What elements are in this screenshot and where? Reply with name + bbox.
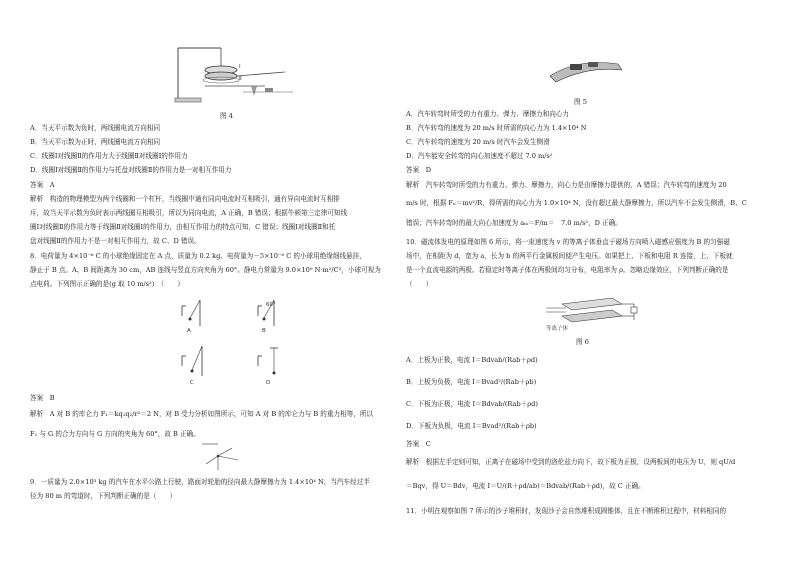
- q7-analysis-4: 盘对线圈Ⅱ的作用力不是一对相互作用力，故 C、D 错误。: [30, 237, 201, 245]
- q9-text-2: 径为 80 m 的弯道时，下列判断正确的是（ ）: [30, 492, 177, 500]
- q10-option-b: B．上板为负极，电流 I＝Bvad²/(Rab＋ρb): [406, 378, 537, 386]
- q9-analysis-3: 错误；汽车转弯时的最大向心加速度为 aₘ＝F/m＝ 7.0 m/s²，D 正确。: [406, 219, 622, 227]
- fig-label-a: A: [187, 328, 191, 334]
- fig-label-d: D: [266, 380, 271, 386]
- q9-text-1: 9．一质量为 2.0×10³ kg 的汽车在水平公路上行驶，路面对轮胎的径向最大静摩擦力为 1.4×10⁴ N，当汽车经过半: [30, 478, 370, 486]
- fig6-caption: 图 6: [576, 338, 589, 346]
- q8-text-1: 8．电荷量为 4×10⁻⁶ C 的小球绝缘固定在 A 点，质量为 0.2 kg、电荷量为－5×10⁻⁶ C 的小球用绝缘细线悬挂，: [30, 252, 366, 260]
- q9-answer: 答案 D: [406, 166, 432, 174]
- q8-figures: [170, 296, 300, 388]
- plasma-label: 等离子体: [546, 326, 569, 332]
- q8-answer: 答案 B: [30, 394, 55, 402]
- q10-option-c: C．下板为正极，电流 I＝Bdvab/(Rab＋ρd): [406, 400, 538, 408]
- force-diagram: [198, 440, 258, 474]
- figure-5: [548, 56, 628, 86]
- q8-analysis-2: F₁ 与 G 的合力方向与 G 方向的夹角为 60°，故 B 正确。: [30, 430, 200, 438]
- q7-option-b: B．当天平示数为正时，两线圈电流方向相同: [30, 138, 161, 146]
- q10-option-d: D．下板为负极，电流 I＝Bvad²/(Rab＋ρb): [406, 422, 537, 430]
- svg-text:Ⅰ: Ⅰ: [239, 64, 241, 70]
- q8-analysis-1: 解析 A 对 B 的库仑力 F₁＝kq₁q₂/r²＝2 N，对 B 受力分析如图所示，可知 A 对 B 的库仑力与 B 的重力相等，所以: [30, 410, 374, 418]
- q7-analysis-1: 解析 构造的物理模型为两个线圈和一个杠杆，当线圈中通有同向电流时互相吸引，通有异向电流时互相排: [30, 195, 340, 203]
- q9-analysis-2: m/s 时，根据 Fₙ＝mv²/R，得所需的向心力为 1.0×10⁴ N，没有超过最大静摩擦力，所以汽车不会发生侧滑，B、C: [406, 199, 747, 207]
- q7-option-d: D．线圈Ⅰ对线圈Ⅱ的作用力与托盘对线圈Ⅱ的作用力是一对相互作用力: [30, 166, 232, 174]
- fig-label-b: B: [262, 328, 266, 334]
- figure-6: [542, 294, 642, 334]
- q8-text-3: 点电荷。下列图示正确的是(g 取 10 m/s²) （ ）: [30, 280, 184, 288]
- q10-text-2: 场中，在相距为 d，宽为 a，长为 b 的两平行金属板间便产生电压。如果把上、下板和电阻 R 连接，上、下板就: [406, 252, 733, 260]
- q11-text: 11．小明在观察如图 7 所示的沙子堆积时，发现沙子会自然堆积成圆锥体，且在不断堆积过程中，材料相同的: [406, 507, 727, 515]
- angle-label: 60°: [266, 302, 276, 308]
- q10-text-4: （ ）: [406, 280, 433, 288]
- fig4-caption: 图 4: [220, 112, 233, 120]
- svg-text:Ⅱ: Ⅱ: [239, 76, 242, 82]
- q9-analysis-1: 解析 汽车转弯时所受的力有重力、弹力、摩擦力，向心力是由摩擦力提供的，A 错误；汽车转弯的速度为 20: [406, 181, 727, 189]
- q9-option-d: D．汽车能安全转弯的向心加速度不超过 7.0 m/s²: [406, 152, 553, 160]
- q7-option-a: A．当天平示数为负时，两线圈电流方向相同: [30, 124, 161, 132]
- q10-analysis-2: ＝Bqv，得 U＝Bdv，电流 I＝U/(R＋ρd/ab)＝Bdvab/(Rab＋ρd)，故 C 正确。: [406, 482, 645, 490]
- q10-answer: 答案 C: [406, 440, 431, 448]
- q7-answer: 答案 A: [30, 181, 55, 189]
- q10-text-1: 10．磁流体发电的原理如图 6 所示，将一束速度为 v 的等离子体垂直于磁场方向喷入磁感应强度为 B 的匀强磁: [406, 238, 730, 246]
- fig5-caption: 图 5: [574, 98, 587, 106]
- q9-option-b: B．汽车转弯的速度为 20 m/s 时所需的向心力为 1.4×10⁴ N: [406, 124, 587, 132]
- q9-option-c: C．汽车转弯的速度为 20 m/s 时汽车会发生侧滑: [406, 138, 550, 146]
- figure-4: [165, 40, 305, 106]
- q7-analysis-3: 圈Ⅰ对线圈Ⅱ的作用力等于线圈Ⅱ对线圈Ⅰ的作用力，由相互作用力的特点可知，C 错误；线圈Ⅰ对线圈Ⅱ和托: [30, 223, 336, 231]
- q10-analysis-1: 解析 根据左手定则可知，正离子在磁场中受到的洛伦兹力向下，故下板为正极，设两板间的电压为 U，则 qU/d: [406, 458, 736, 466]
- fig-label-c: C: [190, 380, 194, 386]
- q9-option-a: A．汽车转弯时所受的力有重力、弹力、摩擦力和向心力: [406, 110, 570, 118]
- q8-text-2: 静止于 B 点。A、B 间距离为 30 cm，AB 连线与竖直方向夹角为 60°。静电力常量为 9.0×10⁹ N·m²/C²，小球可视为: [30, 266, 381, 274]
- q7-option-c: C．线圈Ⅰ对线圈Ⅱ的作用力大于线圈Ⅱ对线圈Ⅰ的作用力: [30, 152, 188, 160]
- q10-text-3: 是一个直流电源的两极。若稳定时等离子体在两极间均匀分布，电阻率为 ρ。忽略边缘效应，下列判断正确的是: [406, 266, 729, 274]
- q10-option-a: A．上板为正极，电流 I＝Bdvab/(Rab＋ρd): [406, 356, 538, 364]
- q7-analysis-2: 斥，故当天平示数为负时表示两线圈互相吸引，所以为同向电流，A 正确，B 错误；根据牛顿第三定律可知线: [30, 209, 348, 217]
